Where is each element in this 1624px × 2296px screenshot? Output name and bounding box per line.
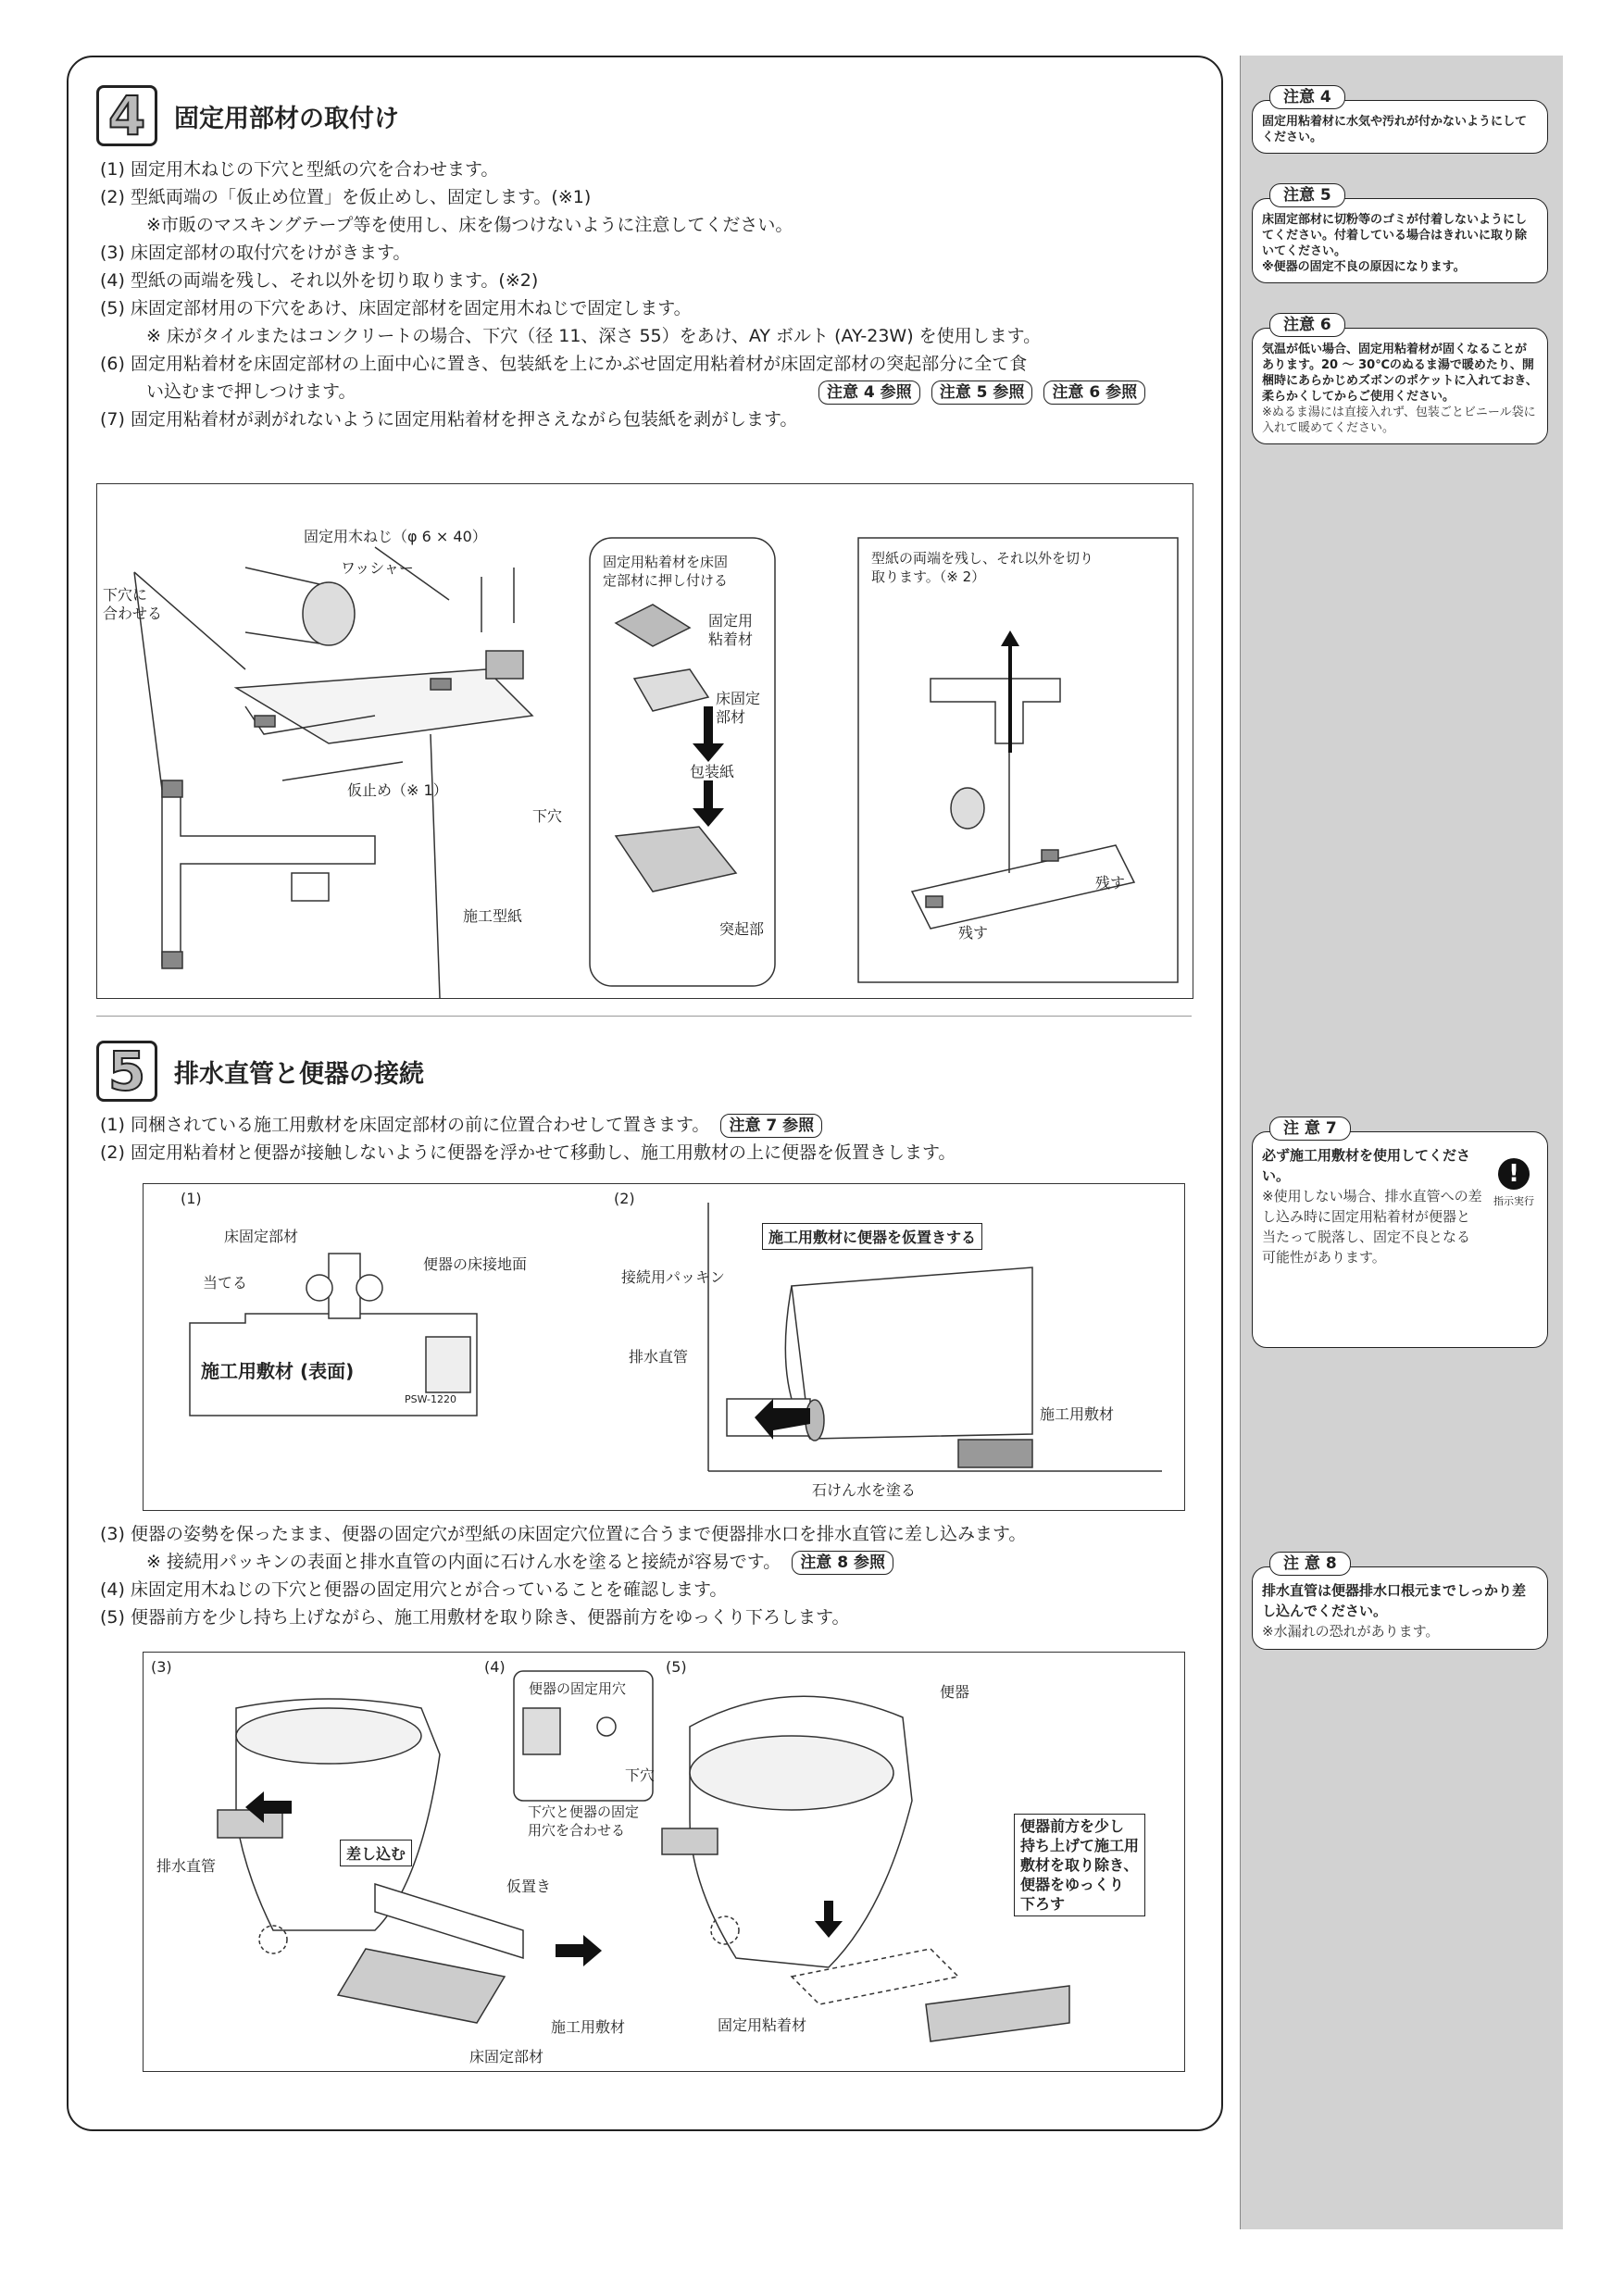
- step-text: (1) 同梱されている施工用敷材を床固定部材の前に位置合わせして置きます。: [100, 1115, 710, 1135]
- label-leave: 残す: [1095, 874, 1126, 892]
- note-tab: 注意 6: [1269, 313, 1345, 337]
- label-touch: 当てる: [203, 1274, 248, 1292]
- lower-caption: 便器前方を少し 持ち上げて施工用 敷材を取り除き、 便器をゆっくり 下ろす: [1014, 1814, 1145, 1916]
- mat-label: 施工用敷材 (表面): [201, 1360, 355, 1382]
- step-note: [100, 1548, 1211, 1576]
- step: (3) 床固定部材の取付穴をけがきます。: [100, 243, 411, 263]
- panel-label: (4): [484, 1658, 506, 1676]
- section-4-figure: [96, 483, 1193, 999]
- label-mat: 施工用敷材: [551, 2018, 626, 2036]
- panel-label: (3): [151, 1658, 172, 1676]
- label-tack: 仮止め（※ 1）: [347, 781, 448, 799]
- section-4-heading: [96, 85, 399, 146]
- label-mat: 施工用敷材: [1040, 1405, 1115, 1423]
- note-body: 排水直管は便器排水口根元までしっかり差し込んでください。: [1262, 1582, 1527, 1619]
- note-body: 気温が低い場合、固定用粘着材が固くなることがあります。20 ～ 30℃のぬるま湯で暖めたり、開梱時にあらかじめズボンのポケットに入れておき、柔らかくしてからご使用ください。: [1262, 343, 1538, 404]
- label-floor-contact: 便器の床接地面: [423, 1255, 528, 1273]
- step-note: ※ 床がタイルまたはコンクリートの場合、下穴（径 11、深さ 55）をあけ、AY ボルト (AY-23W) を使用します。: [146, 326, 1042, 346]
- note-tab: 注 意 7: [1269, 1117, 1351, 1141]
- label-soap: 石けん水を塗る: [812, 1481, 917, 1499]
- note-tab: 注意 4: [1269, 85, 1345, 109]
- mat-model: PSW-1220: [405, 1393, 457, 1405]
- step: (4) 床固定用木ねじの下穴と便器の固定用穴とが合っていることを確認します。: [100, 1579, 728, 1600]
- step: (7) 固定用粘着材が剥がれないように固定用粘着材を押さえながら包装紙を剥がします。: [100, 409, 798, 430]
- step: (2) 型紙両端の「仮止め位置」を仮止めし、固定します。(※1): [100, 187, 592, 207]
- label-adhesive: 固定用粘着材: [718, 2016, 807, 2034]
- note-refs: [813, 378, 1145, 406]
- section-number: 4: [96, 85, 157, 146]
- step: (1) 固定用木ねじの下穴と型紙の穴を合わせます。: [100, 159, 499, 180]
- step: (6) 固定用粘着材を床固定部材の上面中心に置き、包装紙を上にかぶせ固定用粘着材が床固定部材の突起部分に全て食: [100, 354, 1028, 374]
- icon-caption: 指示実行: [1493, 1195, 1534, 1207]
- step: (5) 床固定部材用の下穴をあけ、床固定部材を固定用木ねじで固定します。: [100, 298, 692, 318]
- label-adhesive: 固定用 粘着材: [708, 612, 754, 648]
- panel-label: (2): [614, 1190, 635, 1207]
- step: (3) 便器の姿勢を保ったまま、便器の固定穴が型紙の床固定穴位置に合うまで便器排水口を排水直管に差し込みます。: [100, 1524, 1027, 1544]
- label-bracket: 床固定部材: [224, 1228, 299, 1245]
- step: (2) 固定用粘着材と便器が接触しないように便器を浮かせて移動し、施工用敷材の上に便器を仮置きします。: [100, 1142, 956, 1163]
- note-sub: ※ぬるま湯には直接入れず、包装ごとビニール袋に入れて暖めてください。: [1262, 406, 1536, 435]
- note-4: [1252, 88, 1548, 154]
- label-template: 施工型紙: [463, 907, 523, 925]
- note-ref-6[interactable]: 注意 6 参照: [1043, 381, 1145, 405]
- section-title: 排水直管と便器の接続: [174, 1059, 424, 1089]
- align-caption: 下穴と便器の固定 用穴を合わせる: [528, 1803, 640, 1839]
- step-text: ※ 接続用パッキンの表面と排水直管の内面に石けん水を塗ると接続が容易です。: [146, 1552, 781, 1572]
- section-4-steps: [100, 156, 1211, 433]
- label-washer: ワッシャー: [341, 559, 414, 577]
- note-8: [1252, 1554, 1548, 1650]
- label-pipe: 排水直管: [629, 1348, 689, 1366]
- label-bracket: 床固定部材: [469, 2048, 544, 2065]
- note-sub: ※使用しない場合、排水直管への差し込み時に固定用粘着材が便器と当たって脱落し、固定不良となる可能性があります。: [1262, 1188, 1482, 1266]
- section-5-heading: [96, 1041, 424, 1102]
- note-5: [1252, 186, 1548, 283]
- note-ref-4[interactable]: 注意 4 参照: [818, 381, 920, 405]
- note-ref-7[interactable]: 注意 7 参照: [720, 1114, 822, 1138]
- section-5-figure-a: [143, 1183, 1185, 1511]
- step-text: い込むまで押しつけます。: [146, 381, 356, 402]
- label-packing: 接続用パッキン: [621, 1268, 725, 1286]
- step-cont: [100, 378, 1211, 406]
- label-fix-hole: 便器の固定用穴: [529, 1680, 627, 1697]
- note-body: 必ず施工用敷材を使用してください。: [1262, 1147, 1471, 1184]
- label-protrusion: 突起部: [719, 920, 765, 938]
- section-5-steps-a: [100, 1111, 1211, 1167]
- step: (5) 便器前方を少し持ち上げながら、施工用敷材を取り除き、便器前方をゆっくり下ろします。: [100, 1607, 850, 1628]
- section-5-figure-b: [143, 1652, 1185, 2072]
- label-pilot-hole: 下穴: [532, 807, 563, 825]
- note-ref-8[interactable]: 注意 8 参照: [792, 1551, 893, 1575]
- panel-label: (5): [666, 1658, 687, 1676]
- section-title: 固定用部材の取付け: [174, 104, 399, 133]
- step: [100, 1111, 1211, 1139]
- note-ref-5[interactable]: 注意 5 参照: [931, 381, 1033, 405]
- note-7: [1252, 1119, 1548, 1348]
- cut-caption: 型紙の両端を残し、それ以外を切り 取ります。（※ 2）: [871, 550, 1094, 585]
- label-screw: 固定用木ねじ（φ 6 × 40）: [304, 528, 487, 545]
- label-leave: 残す: [958, 924, 989, 942]
- panel-label: (1): [181, 1190, 202, 1207]
- step-note: ※市販のマスキングテープ等を使用し、床を傷つけないように注意してください。: [146, 215, 793, 235]
- mandatory-icon: [1493, 1158, 1534, 1212]
- section-5-steps-b: [100, 1520, 1211, 1631]
- note-tab: 注意 5: [1269, 183, 1345, 207]
- label-bracket: 床固定 部材: [716, 690, 761, 726]
- note-sub: ※水漏れの恐れがあります。: [1262, 1623, 1440, 1640]
- note-6: [1252, 316, 1548, 444]
- step: (4) 型紙の両端を残し、それ以外を切り取ります。(※2): [100, 270, 539, 291]
- panel-heading: 施工用敷材に便器を仮置きする: [762, 1223, 982, 1250]
- note-tab: 注 意 8: [1269, 1552, 1351, 1576]
- label-wrapper: 包装紙: [690, 763, 735, 780]
- exclamation-icon: !: [1498, 1158, 1530, 1190]
- label-pipe: 排水直管: [156, 1857, 217, 1875]
- note-body: 固定用粘着材に水気や汚れが付かないようにしてください。: [1262, 115, 1528, 144]
- label-pilot: 下穴: [625, 1766, 656, 1784]
- label-insert: 差し込む: [340, 1840, 412, 1866]
- label-temp: 仮置き: [506, 1878, 552, 1895]
- section-divider: [96, 1016, 1192, 1017]
- note-body: 床固定部材に切粉等のゴミが付着しないようにしてください。付着している場合はきれいに取り除いてください。 ※便器の固定不良の原因になります。: [1262, 213, 1528, 274]
- section-number: 5: [96, 1041, 157, 1102]
- label-align: 下穴に 合わせる: [103, 586, 163, 622]
- label-toilet: 便器: [940, 1683, 970, 1701]
- inset-caption: 固定用粘着材を床固 定部材に押し付ける: [603, 554, 729, 589]
